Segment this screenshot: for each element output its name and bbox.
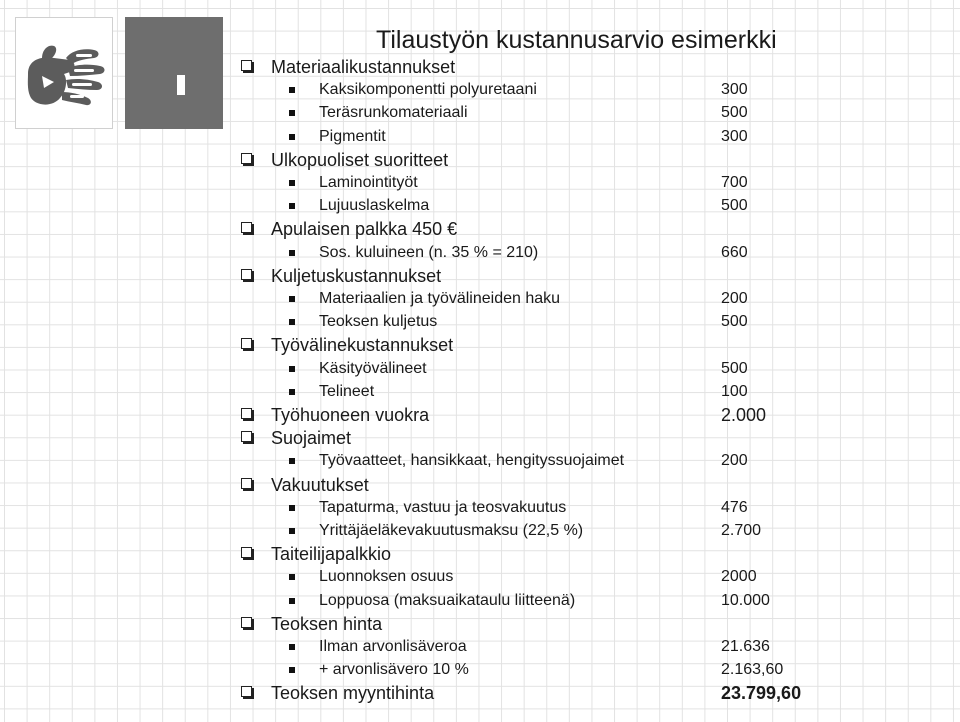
square-bullet-icon bbox=[289, 250, 295, 256]
cost-item-row bbox=[0, 636, 960, 658]
square-bullet-icon bbox=[289, 458, 295, 464]
category-label: Suojaimet bbox=[271, 428, 352, 449]
checkbox-bullet-icon bbox=[241, 617, 252, 628]
item-label: Tapaturma, vastuu ja teosvakuutus bbox=[319, 498, 567, 516]
cost-value: 2.700 bbox=[721, 522, 762, 539]
cost-value: 200 bbox=[721, 452, 748, 470]
item-label: Yrittäjäeläkevakuutusmaksu (22,5 %) bbox=[319, 522, 584, 539]
square-bullet-icon bbox=[289, 110, 295, 116]
item-label: Sos. kuluineen (n. 35 % = 210) bbox=[319, 243, 539, 261]
cost-value: 200 bbox=[721, 290, 748, 307]
cost-category-row bbox=[0, 218, 960, 240]
square-bullet-icon bbox=[289, 87, 295, 93]
item-label: Telineet bbox=[319, 382, 375, 400]
cost-value: 2.000 bbox=[721, 405, 767, 425]
cost-value: 10.000 bbox=[721, 591, 770, 609]
square-bullet-icon bbox=[289, 574, 295, 580]
item-label: Laminointityöt bbox=[319, 174, 418, 191]
cost-category-row bbox=[0, 334, 960, 356]
checkbox-bullet-icon bbox=[241, 408, 252, 419]
cost-value: 500 bbox=[721, 359, 748, 377]
cost-value: 2000 bbox=[721, 568, 757, 586]
item-label: Loppuosa (maksuaikataulu liitteenä) bbox=[319, 591, 576, 609]
cost-value: 476 bbox=[721, 498, 748, 516]
item-label: Materiaalien ja työvälineiden haku bbox=[319, 290, 561, 307]
square-bullet-icon bbox=[289, 389, 295, 395]
square-bullet-icon bbox=[289, 319, 295, 325]
cost-item-row bbox=[0, 381, 960, 403]
item-label: Käsityövälineet bbox=[319, 359, 427, 377]
square-bullet-icon bbox=[289, 296, 295, 302]
square-bullet-icon bbox=[289, 644, 295, 650]
item-label: + arvonlisävero 10 % bbox=[319, 661, 469, 679]
item-label: Lujuuslaskelma bbox=[319, 197, 430, 215]
cost-value: 500 bbox=[721, 104, 748, 122]
checkbox-bullet-icon bbox=[241, 338, 252, 349]
item-label: Ilman arvonlisäveroa bbox=[319, 638, 467, 655]
cost-value: 2.163,60 bbox=[721, 661, 784, 679]
square-bullet-icon bbox=[289, 180, 295, 186]
cost-value: 21.636 bbox=[721, 638, 770, 655]
category-label: Vakuutukset bbox=[271, 474, 369, 495]
cost-value: 300 bbox=[721, 127, 748, 145]
cost-item-row bbox=[0, 172, 960, 194]
category-label: Työvälinekustannukset bbox=[271, 335, 454, 356]
cost-value: 660 bbox=[721, 243, 748, 261]
checkbox-bullet-icon bbox=[241, 478, 252, 489]
category-label: Materiaalikustannukset bbox=[271, 57, 456, 77]
square-bullet-icon bbox=[289, 528, 295, 534]
cost-category-row bbox=[0, 404, 960, 426]
category-label: Kuljetuskustannukset bbox=[271, 265, 442, 286]
item-label: Luonnoksen osuus bbox=[319, 568, 454, 586]
category-label: Ulkopuoliset suoritteet bbox=[271, 149, 449, 170]
cost-item-row bbox=[0, 590, 960, 612]
cost-item-row bbox=[0, 242, 960, 264]
square-bullet-icon bbox=[289, 598, 295, 604]
square-bullet-icon bbox=[289, 134, 295, 140]
square-bullet-icon bbox=[289, 505, 295, 511]
cost-value: 500 bbox=[721, 197, 748, 215]
cost-category-row bbox=[0, 543, 960, 565]
checkbox-bullet-icon bbox=[241, 431, 252, 442]
item-label: Teräsrunkomateriaali bbox=[319, 104, 468, 122]
cost-value: 300 bbox=[721, 81, 748, 99]
square-bullet-icon bbox=[289, 203, 295, 209]
category-label: Apulaisen palkka 450 € bbox=[271, 219, 458, 240]
checkbox-bullet-icon bbox=[241, 547, 252, 558]
cost-item-row bbox=[0, 102, 960, 124]
checkbox-bullet-icon bbox=[241, 60, 252, 71]
item-label: Pigmentit bbox=[319, 127, 386, 145]
cost-item-row bbox=[0, 79, 960, 101]
category-label: Työhuoneen vuokra bbox=[271, 405, 430, 425]
square-bullet-icon bbox=[289, 667, 295, 673]
cost-category-row bbox=[0, 427, 960, 449]
cost-item-row bbox=[0, 566, 960, 588]
cost-item-row bbox=[0, 288, 960, 310]
item-label: Kaksikomponentti polyuretaani bbox=[319, 81, 537, 99]
cost-value: 100 bbox=[721, 382, 748, 400]
cost-item-row bbox=[0, 450, 960, 472]
cost-item-row bbox=[0, 126, 960, 148]
cost-item-row bbox=[0, 659, 960, 681]
cost-item-row bbox=[0, 358, 960, 380]
checkbox-bullet-icon bbox=[241, 269, 252, 280]
checkbox-bullet-icon bbox=[241, 153, 252, 164]
cost-category-row bbox=[0, 613, 960, 635]
cost-category-row bbox=[0, 149, 960, 171]
checkbox-bullet-icon bbox=[241, 686, 252, 697]
cost-value: 23.799,60 bbox=[721, 683, 802, 704]
cost-value: 500 bbox=[721, 313, 748, 331]
cost-item-row bbox=[0, 497, 960, 519]
category-label: Teoksen hinta bbox=[271, 613, 383, 634]
cost-category-row bbox=[0, 474, 960, 496]
category-label: Teoksen myyntihinta bbox=[271, 683, 435, 704]
cost-category-row bbox=[0, 56, 960, 78]
item-label: Teoksen kuljetus bbox=[319, 313, 438, 331]
cost-item-row bbox=[0, 311, 960, 333]
cost-category-row bbox=[0, 265, 960, 287]
cost-item-row bbox=[0, 195, 960, 217]
cost-category-row bbox=[0, 682, 960, 704]
category-label: Taiteilijapalkkio bbox=[271, 544, 392, 565]
cost-item-row bbox=[0, 520, 960, 542]
square-bullet-icon bbox=[289, 366, 295, 372]
page-title: Tilaustyön kustannusarvio esimerkki bbox=[376, 26, 777, 54]
cost-value: 700 bbox=[721, 174, 748, 191]
item-label: Työvaatteet, hansikkaat, hengityssuojaimet bbox=[319, 452, 625, 470]
checkbox-bullet-icon bbox=[241, 222, 252, 233]
